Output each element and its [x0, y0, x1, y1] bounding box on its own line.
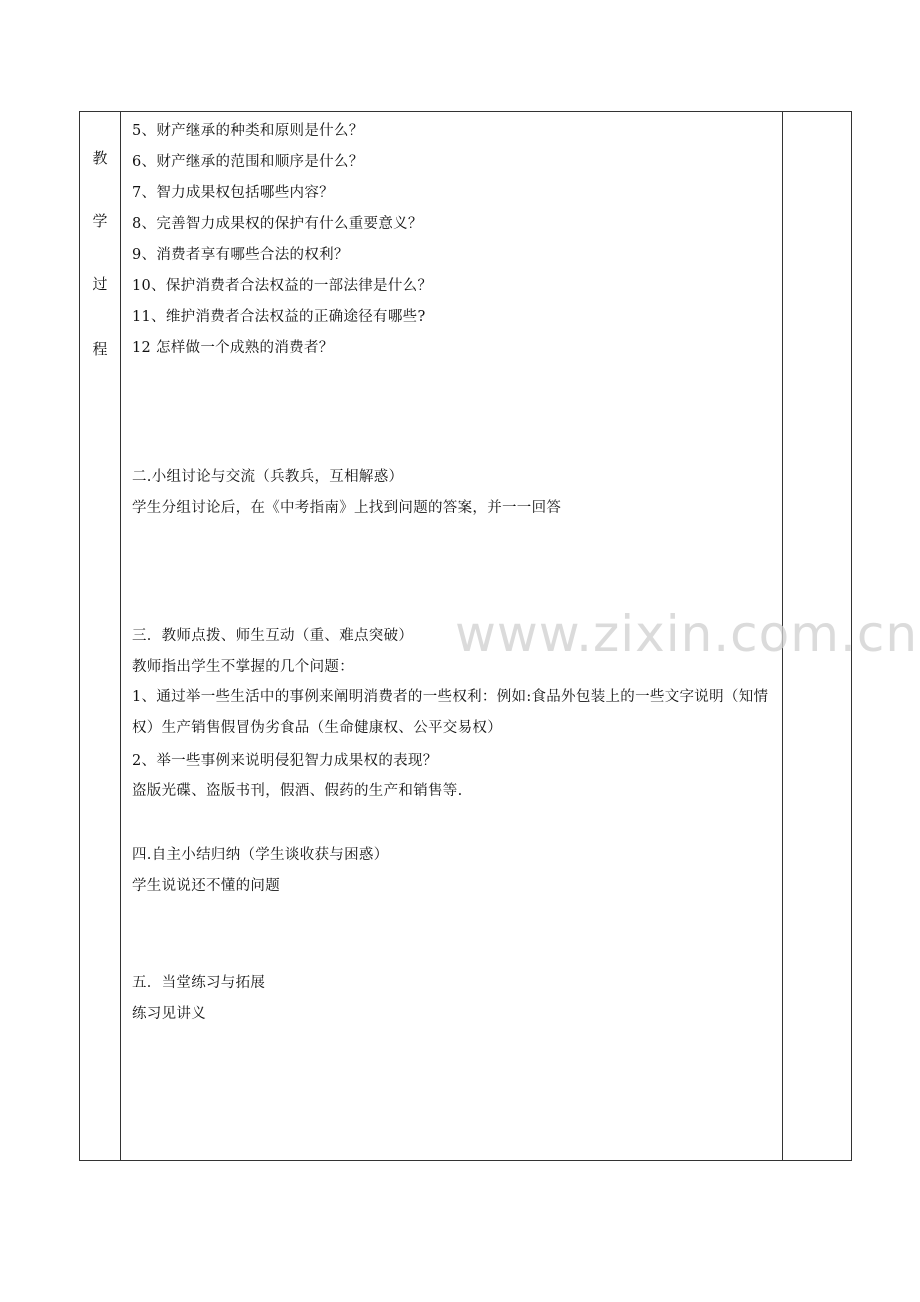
- section5-body: 练习见讲义: [132, 1006, 206, 1022]
- section2-body: 学生分组讨论后，在《中考指南》上找到问题的答案，并一一回答: [132, 500, 562, 516]
- question-11: 11、维护消费者合法权益的正确途径有哪些?: [132, 309, 426, 325]
- table-divider-right: [782, 112, 783, 1160]
- side-label-char-3: 过: [92, 275, 108, 293]
- side-label-char-1: 教: [92, 149, 108, 167]
- side-label-char-4: 程: [92, 340, 108, 358]
- section5-heading: 五．当堂练习与拓展: [132, 975, 266, 991]
- question-6: 6、财产继承的范围和顺序是什么？: [132, 154, 364, 170]
- question-12: 12 怎样做一个成熟的消费者？: [132, 340, 334, 356]
- section2-heading: 二.小组讨论与交流（兵教兵，互相解惑）: [132, 469, 404, 485]
- side-label-char-2: 学: [92, 212, 108, 230]
- section3-intro: 教师指出学生不掌握的几个问题：: [132, 659, 354, 675]
- question-8: 8、完善智力成果权的保护有什么重要意义？: [132, 216, 423, 232]
- section3-item1: 1、通过举一些生活中的事例来阐明消费者的一些权利：例如:食品外包装上的一些文字说明（知情权）生产销售假冒伪劣食品（生命健康权、公平交易权）: [132, 689, 769, 736]
- section3-item2-answer: 盗版光碟、盗版书刊，假酒、假药的生产和销售等.: [132, 783, 463, 799]
- section3-heading: 三．教师点拨、师生互动（重、难点突破）: [132, 628, 414, 644]
- lesson-table: [79, 111, 852, 1161]
- section3-item2: 2、举一些事例来说明侵犯智力成果权的表现？: [132, 753, 438, 769]
- question-5: 5、财产继承的种类和原则是什么？: [132, 123, 364, 139]
- table-divider-left: [120, 112, 121, 1160]
- site-watermark: www.zixin.com.cn: [455, 605, 919, 663]
- question-9: 9、消费者享有哪些合法的权利？: [132, 247, 349, 263]
- question-10: 10、保护消费者合法权益的一部法律是什么？: [132, 278, 433, 294]
- section4-body: 学生说说还不懂的问题: [132, 878, 280, 894]
- question-7: 7、智力成果权包括哪些内容？: [132, 185, 334, 201]
- section4-heading: 四.自主小结归纳（学生谈收获与困惑）: [132, 847, 389, 863]
